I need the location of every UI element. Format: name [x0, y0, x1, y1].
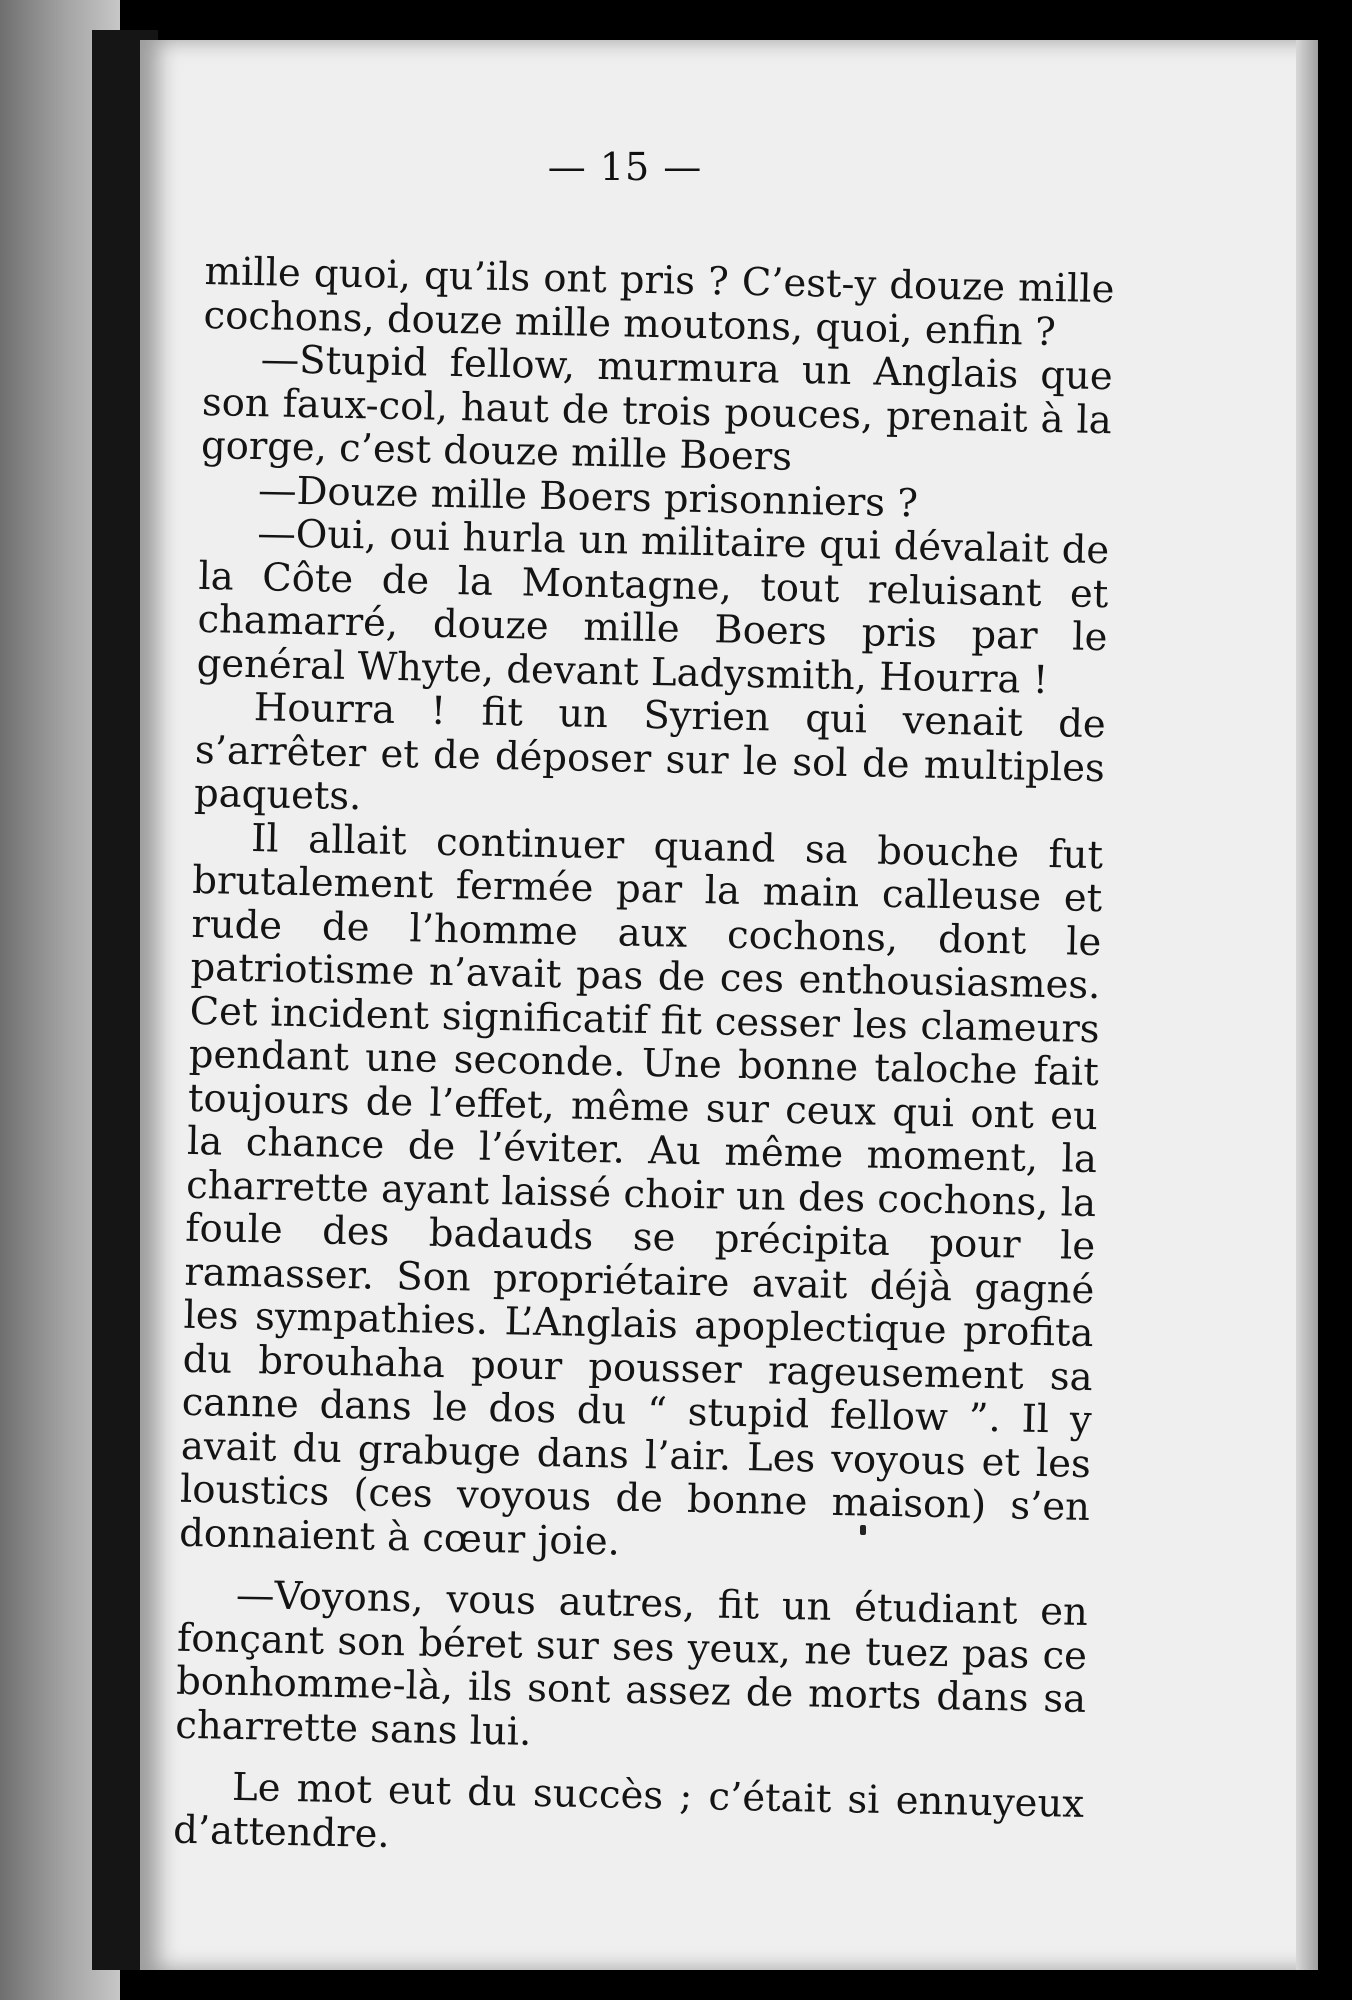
book-text — [173, 250, 1115, 1870]
paragraph-5: Hourra ! fit un Syrien qui venait de s’arrêter et de déposer sur le sol de multiples paquets. — [193, 685, 1107, 820]
paragraph-2: —Stupid fellow, murmura un Anglais que son faux-col, haut de trois pouces, prenait à la gorge, c’est douze mille Boers — [200, 337, 1114, 480]
paragraph-8: Le mot eut du succès ; c’était si ennuyeux d’attendre. — [172, 1764, 1085, 1857]
page-number: — 15 — — [547, 145, 703, 189]
paragraph-6: Il allait continuer quand sa bouche fut brutalement fermée par la main calleuse et rude de l’homme aux cochons, dont le patriotisme n’avait pas de ces enthousiasmes. Cet incident significatif fit cesser les clameurs pendant une seconde. Une bonne taloche fait toujours de l’effet, même sur ceux qui ont eu la chance de l’éviter. Au même moment, la charrette ayant laissé choir un des cochons, la foule des badauds se précipita pour le ramasser. Son propriétaire avait déjà gagné les sympathies. L’Anglais apoplectique profita du brouhaha pour pousser rageusement sa canne dans le dos du “ stupid fellow ”. Il y avait du grabuge dans l’air. Les voyous et les loustics (ces voyous de bonne maison) s’en donnaient à cœur joie. — [178, 815, 1104, 1565]
paragraph-4: —Oui, oui hurla un militaire qui dévalait de la Côte de la Montagne, tout reluisant et chamarré, douze mille Boers pris par le genéral Whyte, devant Ladysmith, Hourra ! — [196, 511, 1110, 703]
paragraph-7: —Voyons, vous autres, fit un étudiant en fonçant son béret sur ses yeux, ne tuez pas ce bonhomme-là, ils sont assez de morts dans sa charrette sans lui. — [174, 1572, 1089, 1755]
page-edge — [1296, 40, 1318, 1970]
paragraph-3: —Douze mille Boers prisonniers ? — [257, 467, 919, 526]
paragraph-1: mille quoi, qu’ils ont pris ? C’est-y douze mille cochons, douze mille moutons, quoi, enfin ? — [203, 249, 1115, 355]
